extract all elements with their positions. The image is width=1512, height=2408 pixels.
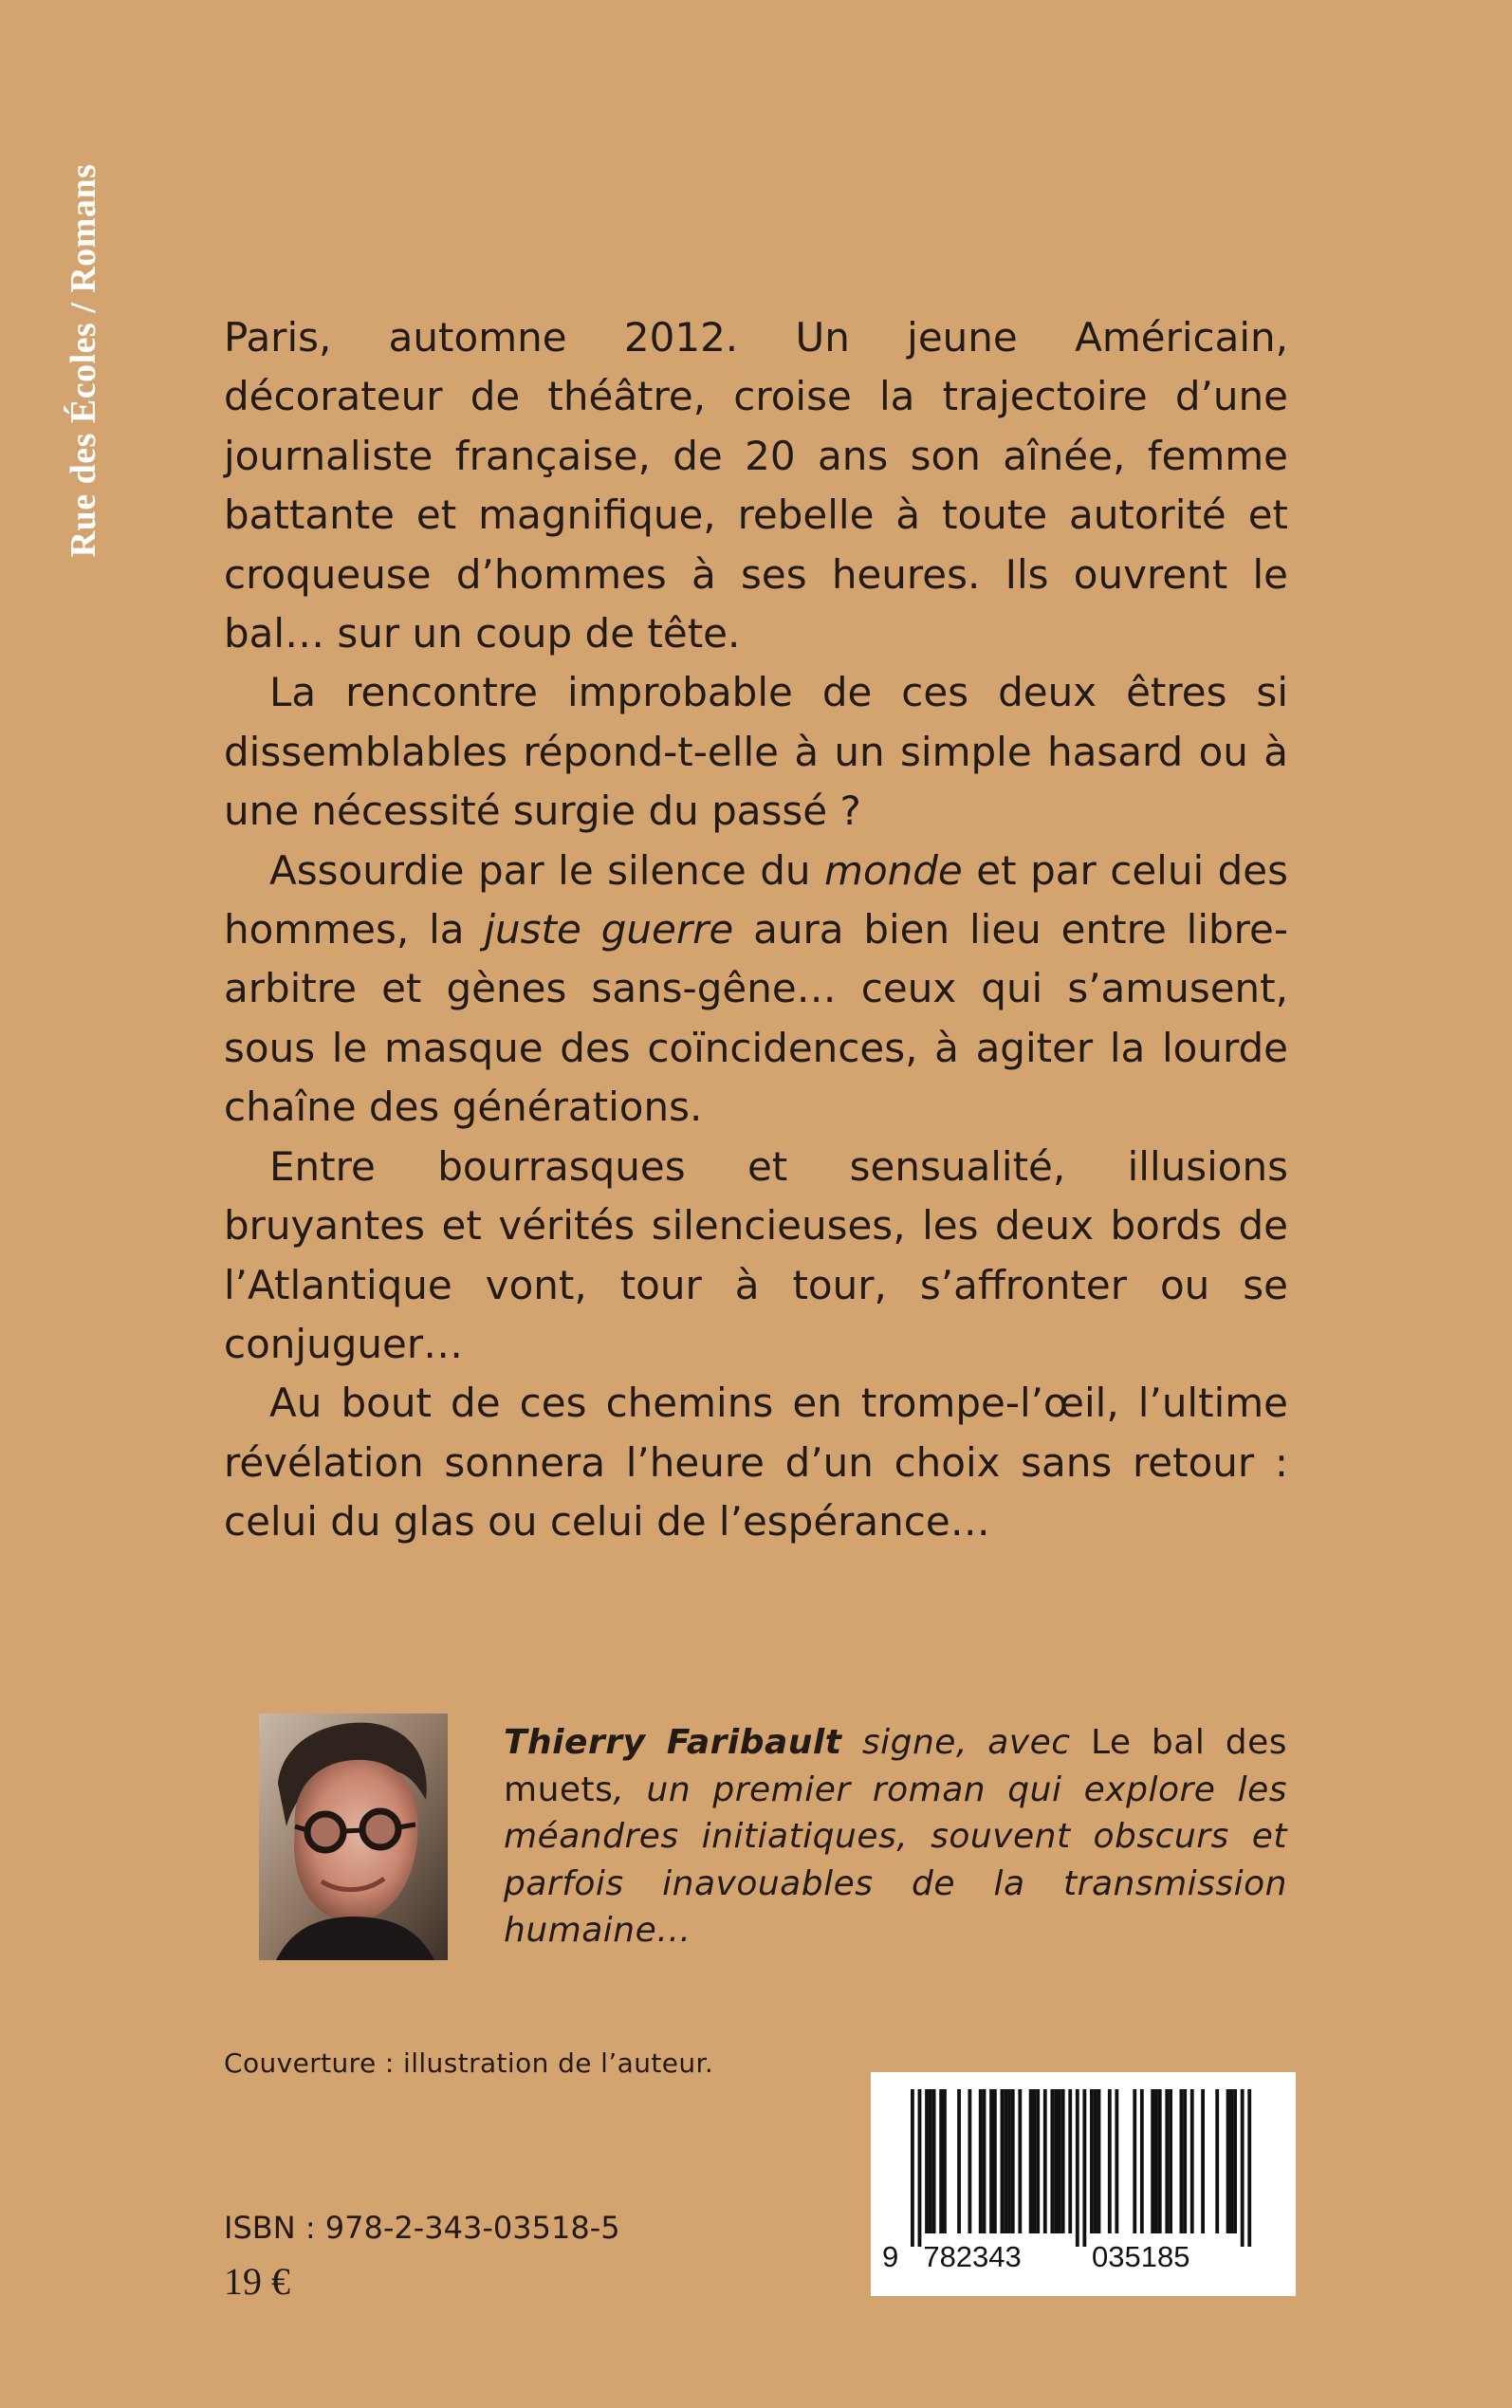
series-title: Rue des Écoles / Romans (64, 163, 103, 558)
barcode-bar (1029, 2089, 1033, 2233)
barcode-bar (1082, 2089, 1086, 2247)
barcode-bar (925, 2089, 929, 2233)
barcode-digits: 9 (882, 2240, 899, 2273)
paragraph-text: La rencontre improbable de ces deux êtres si dissemblables répond-t-elle à un simple hasard ou à une nécessité surgie du passé ? (224, 669, 1288, 835)
barcode-bar (1165, 2089, 1169, 2233)
barcode-bar (1068, 2089, 1072, 2233)
isbn-label: ISBN : 978-2-343-03518-5 (224, 2210, 620, 2246)
barcode-bar (918, 2089, 922, 2247)
barcode-bar (957, 2089, 961, 2233)
barcode-bar (911, 2089, 914, 2247)
paragraph-text: Entre bourrasques et sensualité, illusions bruyantes et vérités silencieuses, les deux bords de l’Atlantique vont, tour à tour, s’affronter ou se conjuguer… (224, 1142, 1288, 1367)
barcode-bar (939, 2089, 943, 2233)
barcode-bar (1154, 2089, 1158, 2233)
emphasis-text: monde (824, 846, 963, 894)
barcode-bar (1190, 2089, 1194, 2233)
barcode-bar (1229, 2089, 1233, 2233)
back-cover-blurb (224, 308, 1288, 1552)
barcode-bar (1233, 2089, 1237, 2233)
barcode-bar (983, 2089, 986, 2233)
barcode-bar (1043, 2089, 1047, 2233)
barcode-bar (1018, 2089, 1022, 2233)
isbn-barcode (871, 2072, 1296, 2296)
emphasis-text: juste guerre (484, 906, 734, 954)
barcode-bar (1004, 2089, 1007, 2233)
barcode-bar (1108, 2089, 1112, 2233)
barcode-bar (979, 2089, 983, 2233)
price-label: 19 € (224, 2260, 290, 2303)
barcode-bar (1140, 2089, 1144, 2233)
barcode-bar (1036, 2089, 1040, 2233)
barcode-graphic (871, 2072, 1296, 2296)
barcode-bar (1226, 2089, 1230, 2233)
barcode-bar (1133, 2089, 1136, 2233)
paragraph-text: Au bout de ces chemins en trompe-l’œil, l’ultime révélation sonnera l’heure d’un choix sans retour : celui du glas ou celui de l’espérance… (224, 1380, 1288, 1546)
barcode-digits: 782343 (923, 2240, 1022, 2273)
author-bio-description: , un premier roman qui explore les méandres initiatiques, souvent obscurs et parfois inavouables de la transmission humaine… (504, 1769, 1287, 1951)
barcode-bar (943, 2089, 947, 2233)
barcode-bar (932, 2089, 936, 2233)
barcode-bar (989, 2089, 993, 2233)
barcode-bar (993, 2089, 997, 2233)
paragraph-text: aura bien lieu entre libre-arbitre et gènes sans-gêne… ceux qui s’amusent, sous le masque des coïncidences, à agiter la lourde chaîne des générations. (224, 906, 1288, 1131)
barcode-bar (1050, 2089, 1054, 2233)
blurb-paragraph (224, 842, 1288, 1138)
author-photo (259, 1713, 448, 1960)
cover-credit: Couverture : illustration de l’auteur. (224, 2047, 714, 2079)
barcode-bar (1054, 2089, 1058, 2233)
barcode-bar (1076, 2089, 1079, 2247)
barcode-bar (1007, 2089, 1011, 2233)
paragraph-text: et par celui des hommes, la (224, 846, 1288, 954)
barcode-bar (1169, 2089, 1172, 2233)
barcode-digits: 035185 (1092, 2240, 1190, 2273)
barcode-bar (1001, 2089, 1005, 2233)
barcode-bar (1011, 2089, 1015, 2233)
barcode-bar (1058, 2089, 1061, 2233)
barcode-bar (1215, 2089, 1219, 2233)
barcode-bar (1094, 2089, 1097, 2233)
barcode-bar (1180, 2089, 1184, 2233)
barcode-bar (1033, 2089, 1037, 2233)
barcode-bar (1115, 2089, 1118, 2233)
barcode-bar (1151, 2089, 1154, 2233)
author-bio-intro: signe, avec (841, 1723, 1091, 1762)
barcode-bar (1158, 2089, 1162, 2233)
blurb-paragraph (224, 1374, 1288, 1551)
blurb-paragraph (224, 308, 1288, 663)
barcode-bar (929, 2089, 932, 2233)
paragraph-text: Assourdie par le silence du (269, 846, 825, 894)
barcode-bar (1183, 2089, 1187, 2233)
barcode-bar (1247, 2089, 1251, 2247)
book-title: Le bal des muets (504, 1723, 1287, 1809)
blurb-paragraph (224, 1138, 1288, 1375)
barcode-bar (1241, 2089, 1245, 2247)
author-bio (504, 1719, 1287, 1954)
barcode-bar (968, 2089, 971, 2233)
barcode-bar (1090, 2089, 1094, 2233)
blurb-paragraph (224, 663, 1288, 841)
author-name: Thierry Faribault (504, 1723, 842, 1762)
barcode-bar (1201, 2089, 1205, 2233)
barcode-bar (1097, 2089, 1101, 2233)
paragraph-text: Paris, automne 2012. Un jeune Américain, décorateur de théâtre, croise la trajectoire d’une journaliste française, de 20 ans son aînée, femme battante et magnifique, rebelle à toute autorité et croqueuse d’hommes à ses heures. Ils ouvrent le bal… sur un coup de tête. (224, 314, 1288, 658)
barcode-bar (1061, 2089, 1065, 2233)
spine-label (27, 109, 140, 612)
